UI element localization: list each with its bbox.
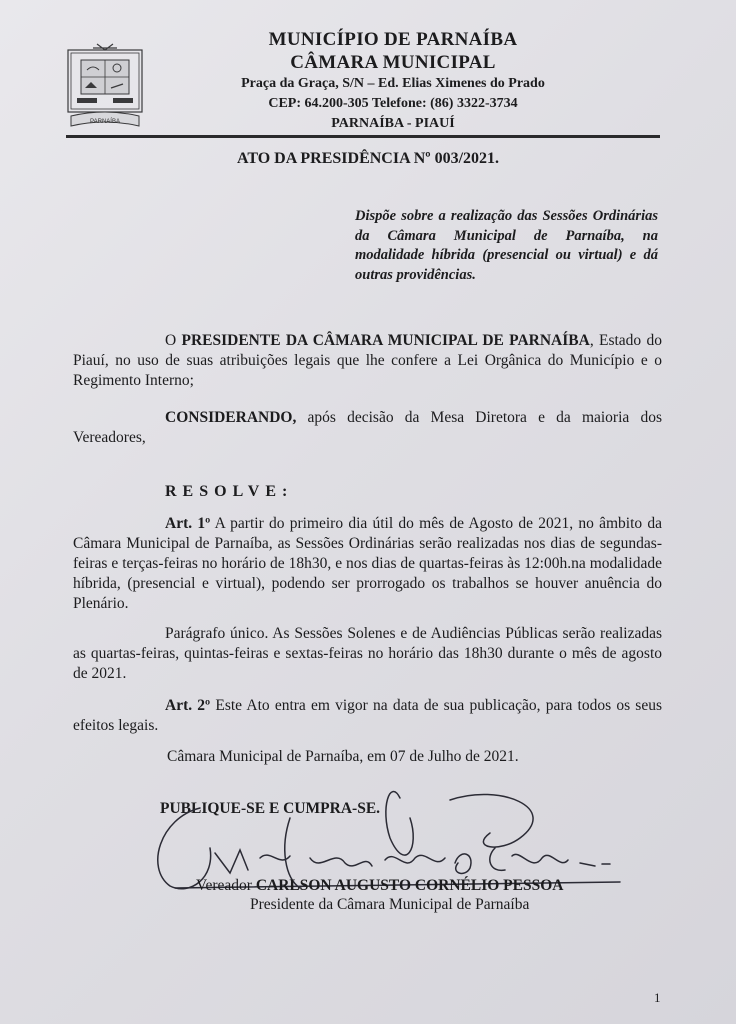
- preamble-lead: O: [165, 332, 182, 349]
- sole-paragraph-text: Parágrafo único. As Sessões Solenes e de Audiências Públicas serão realizadas as quartas-feiras, quintas-feiras e sextas-feiras no horário das 18h30 durante o mês de agosto de 2021.: [73, 625, 662, 682]
- header-divider: [66, 135, 660, 138]
- signatory-full-name: CARLSON AUGUSTO CORNÉLIO PESSOA: [255, 877, 564, 894]
- preamble-paragraph: [73, 331, 662, 391]
- article-1-paragraph: [73, 514, 662, 614]
- considerando-text: após decisão da Mesa Diretora e da maioria dos Vereadores,: [73, 409, 662, 446]
- act-summary: Dispõe sobre a realização das Sessões Ordinárias da Câmara Municipal de Parnaíba, na modalidade híbrida (presencial ou virtual) e dá outras providências.: [355, 208, 658, 283]
- letterhead: [150, 28, 636, 134]
- signatory-title-prefix: Vereador: [196, 877, 256, 894]
- article-2-paragraph: [73, 696, 662, 736]
- considerando-label: CONSIDERANDO,: [165, 409, 297, 426]
- municipality-name: MUNICÍPIO DE PARNAÍBA: [268, 29, 518, 50]
- signatory-name: [196, 877, 563, 895]
- article-2-text: Este Ato entra em vigor na data de sua publicação, para todos os seus efeitos legais.: [73, 697, 662, 734]
- article-2-label: Art. 2º: [165, 697, 211, 714]
- preamble-authority: PRESIDENTE DA CÂMARA MUNICIPAL DE PARNAÍBA: [181, 332, 590, 349]
- sole-paragraph: [73, 624, 662, 684]
- signatory-role: Presidente da Câmara Municipal de Parnaíba: [250, 896, 530, 913]
- contact-line: CEP: 64.200-305 Telefone: (86) 3322-3734: [268, 96, 518, 111]
- address-line: Praça da Graça, S/N – Ed. Elias Ximenes do Prado: [241, 76, 545, 91]
- considerando-paragraph: [73, 408, 662, 448]
- place-and-date: Câmara Municipal de Parnaíba, em 07 de Julho de 2021.: [167, 748, 519, 765]
- page-number: 1: [654, 990, 661, 1005]
- article-1-label: Art. 1º: [165, 515, 211, 532]
- svg-text:PARNAÍBA: PARNAÍBA: [90, 119, 120, 125]
- coat-of-arms-icon: [67, 42, 143, 132]
- resolve-heading: RESOLVE:: [165, 483, 294, 500]
- preamble-text: , Estado do Piauí, no uso de suas atribuições legais que lhe confere a Lei Orgânica do Município e o Regimento Interno;: [73, 332, 662, 389]
- publication-order: PUBLIQUE-SE E CUMPRA-SE.: [160, 800, 381, 817]
- article-1-text: A partir do primeiro dia útil do mês de Agosto de 2021, no âmbito da Câmara Municipal de Parnaíba, as Sessões Ordinárias serão realizadas nos dias de segundas-feiras e terças-feiras no horário de 18h30, e nos dias de quartas-feiras às 12:00h.na modalidade híbrida, (presencial e virtual), podendo ser prorrogado os trabalhos se houver anuência do Plenário.: [73, 515, 662, 612]
- chamber-name: CÂMARA MUNICIPAL: [290, 52, 496, 73]
- city-line: PARNAÍBA - PIAUÍ: [331, 116, 455, 131]
- act-title: ATO DA PRESIDÊNCIA Nº 003/2021.: [236, 150, 500, 167]
